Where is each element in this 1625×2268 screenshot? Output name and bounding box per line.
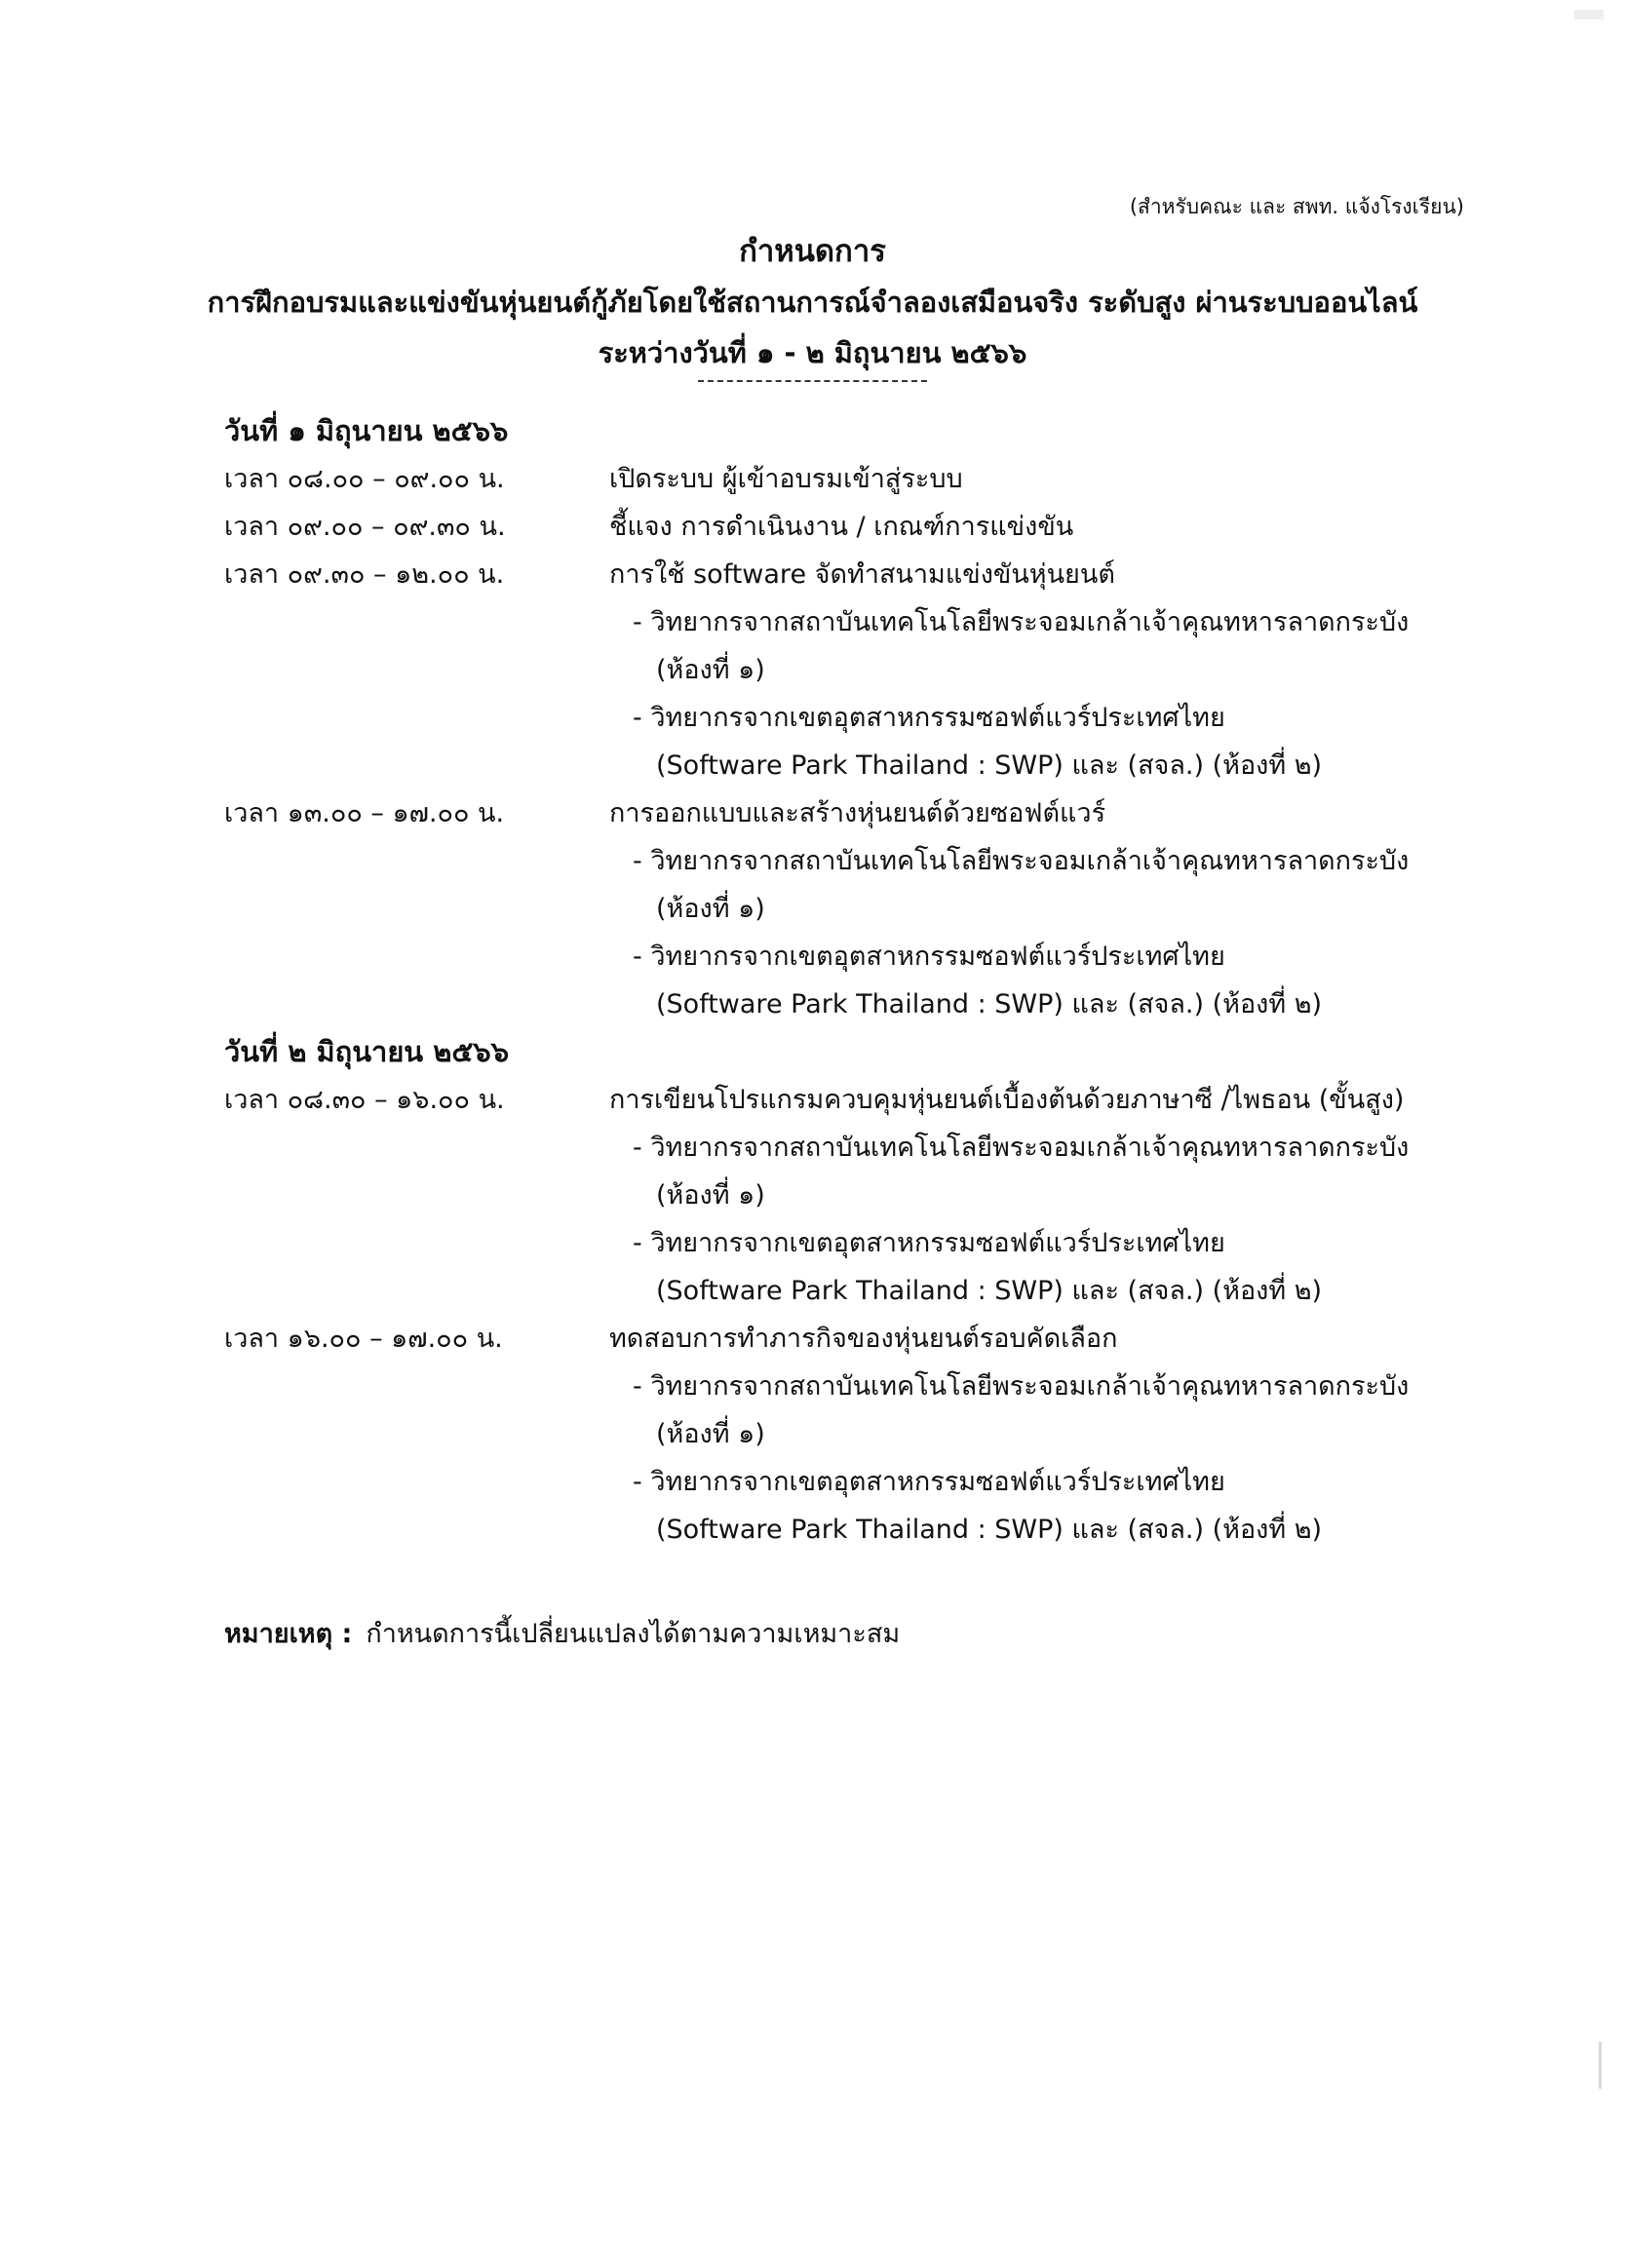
speaker-kmitl: - วิทยากรจากสถาบันเทคโนโลยีพระจอมเกล้าเจ้าคุณทหารลาดกระบัง (633, 846, 1410, 876)
speaker-kmitl: - วิทยากรจากสถาบันเทคโนโลยีพระจอมเกล้าเจ้าคุณทหารลาดกระบัง (633, 607, 1410, 637)
speaker-kmitl: - วิทยากรจากสถาบันเทคโนโลยีพระจอมเกล้าเจ้าคุณทหารลาดกระบัง (633, 1371, 1410, 1402)
speaker-kmitl: - วิทยากรจากสถาบันเทคโนโลยีพระจอมเกล้าเจ้าคุณทหารลาดกระบัง (633, 1133, 1410, 1163)
schedule-row (224, 455, 1452, 503)
schedule-row (224, 551, 1452, 789)
session-time: เวลา ๐๘.๓๐ – ๑๖.๐๐ น. (224, 1085, 505, 1115)
session-title: การออกแบบและสร้างหุ่นยนต์ด้วยซอฟต์แวร์ (609, 798, 1106, 828)
room-2-label: (Software Park Thailand : SWP) และ (สจล.) (ห้องที่ ๒) (656, 1515, 1323, 1545)
session-title: การเขียนโปรแกรมควบคุมหุ่นยนต์เบื้องต้นด้วยภาษาซี /ไพธอน (ขั้นสูง) (609, 1085, 1405, 1115)
scan-artifact (1599, 2042, 1602, 2089)
speaker-swp: - วิทยากรจากเขตอุตสาหกรรมซอฟต์แวร์ประเทศไทย (633, 1467, 1225, 1497)
remark-text: กำหนดการนี้เปลี่ยนแปลงได้ตามความเหมาะสม (366, 1619, 901, 1649)
room-1-label: (ห้องที่ ๑) (656, 1180, 765, 1211)
speaker-swp: - วิทยากรจากเขตอุตสาหกรรมซอฟต์แวร์ประเทศไทย (633, 703, 1225, 733)
schedule-row (224, 503, 1452, 551)
session-title: ทดสอบการทำภารกิจของหุ่นยนต์รอบคัดเลือก (609, 1324, 1118, 1354)
title-divider (698, 380, 927, 382)
day-heading: วันที่ ๑ มิถุนายน ๒๕๖๖ (224, 414, 509, 447)
title-block (0, 226, 1625, 382)
subtitle-event: การฝึกอบรมและแข่งขันหุ่นยนต์กู้ภัยโดยใช้สถานการณ์จำลองเสมือนจริง ระดับสูง ผ่านระบบออนไลน์ (207, 286, 1418, 319)
room-1-label: (ห้องที่ ๑) (656, 894, 765, 924)
day-heading: วันที่ ๒ มิถุนายน ๒๕๖๖ (224, 1035, 510, 1068)
session-content (609, 455, 1452, 503)
session-time: เวลา ๐๘.๐๐ – ๐๙.๐๐ น. (224, 464, 505, 494)
subtitle-dates: ระหว่างวันที่ ๑ - ๒ มิถุนายน ๒๕๖๖ (598, 336, 1027, 369)
room-1-label: (ห้องที่ ๑) (656, 655, 765, 685)
schedule-row (224, 1076, 1452, 1315)
room-1-label: (ห้องที่ ๑) (656, 1419, 765, 1449)
page-title: กำหนดการ (739, 234, 886, 269)
speaker-swp: - วิทยากรจากเขตอุตสาหกรรมซอฟต์แวร์ประเทศไทย (633, 1228, 1225, 1258)
session-content (609, 1315, 1452, 1554)
schedule (224, 407, 1452, 1554)
remark-label: หมายเหตุ : (224, 1619, 353, 1649)
scan-artifact (1574, 10, 1604, 19)
room-2-label: (Software Park Thailand : SWP) และ (สจล.) (ห้องที่ ๒) (656, 750, 1323, 781)
room-2-label: (Software Park Thailand : SWP) และ (สจล.) (ห้องที่ ๒) (656, 1276, 1323, 1306)
session-content (609, 503, 1452, 551)
session-title: ชี้แจง การดำเนินงาน / เกณฑ์การแข่งขัน (609, 512, 1074, 542)
session-content (609, 789, 1452, 1028)
session-content (609, 1076, 1452, 1315)
session-time: เวลา ๐๙.๐๐ – ๐๙.๓๐ น. (224, 512, 506, 542)
room-2-label: (Software Park Thailand : SWP) และ (สจล.) (ห้องที่ ๒) (656, 989, 1323, 1019)
header-note: (สำหรับคณะ และ สพท. แจ้งโรงเรียน) (1129, 195, 1464, 218)
remark (224, 1610, 900, 1658)
schedule-row (224, 789, 1452, 1028)
session-content (609, 551, 1452, 789)
session-time: เวลา ๑๓.๐๐ – ๑๗.๐๐ น. (224, 798, 505, 828)
session-time: เวลา ๐๙.๓๐ – ๑๒.๐๐ น. (224, 559, 505, 590)
session-time: เวลา ๑๖.๐๐ – ๑๗.๐๐ น. (224, 1324, 503, 1354)
session-title: การใช้ software จัดทำสนามแข่งขันหุ่นยนต์ (609, 559, 1115, 590)
session-title: เปิดระบบ ผู้เข้าอบรมเข้าสู่ระบบ (609, 464, 963, 494)
schedule-row (224, 1315, 1452, 1554)
speaker-swp: - วิทยากรจากเขตอุตสาหกรรมซอฟต์แวร์ประเทศไทย (633, 942, 1225, 972)
